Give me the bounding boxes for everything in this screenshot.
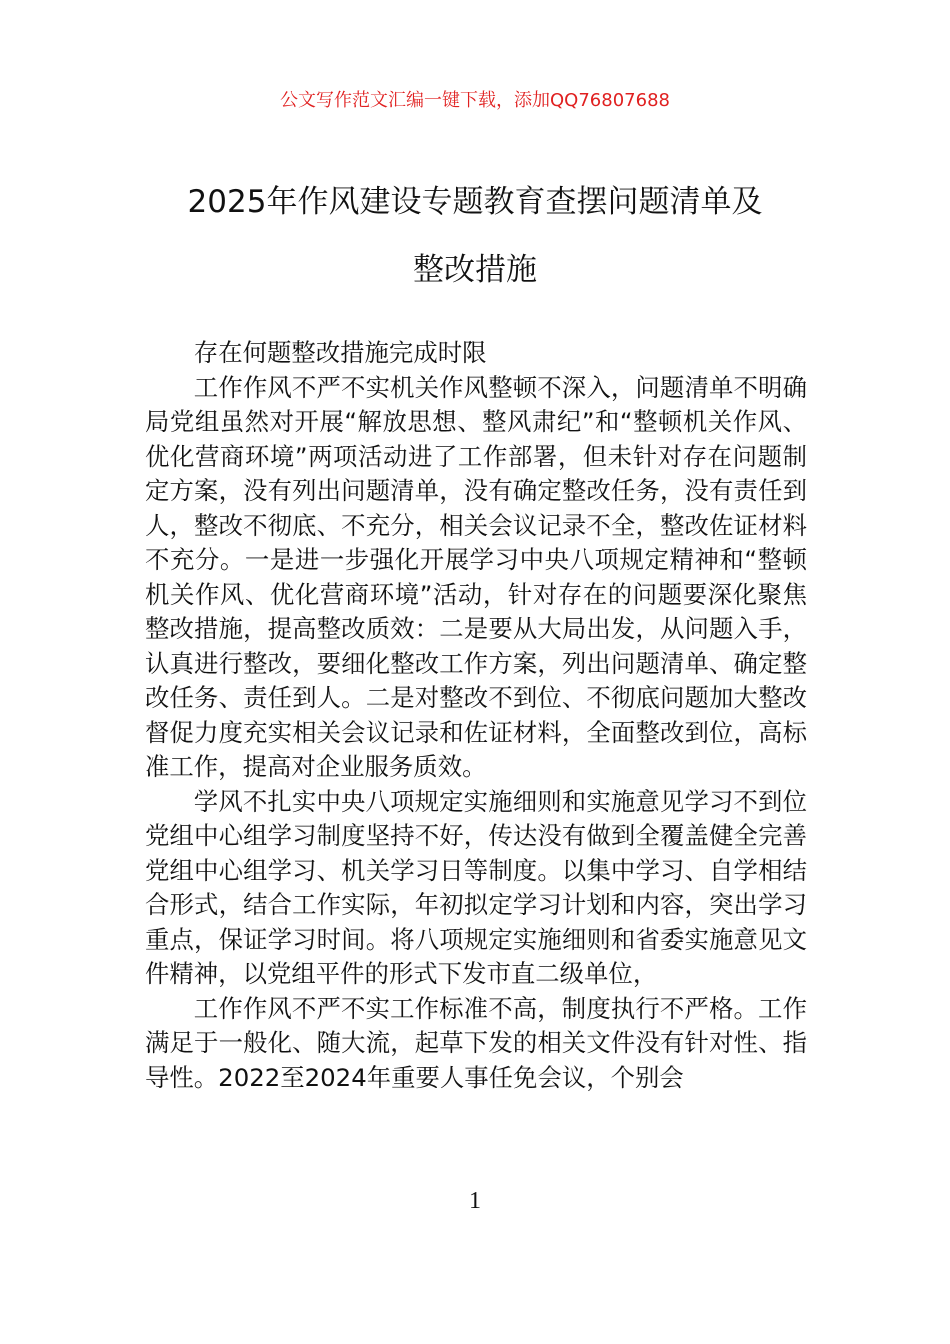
document-title	[100, 168, 850, 304]
title-line-2: 整改措施	[413, 252, 537, 288]
document-body	[145, 336, 807, 1095]
watermark-banner: 公文写作范文汇编一键下载，添加QQ76807688	[280, 90, 670, 111]
page-number: 1	[469, 1188, 481, 1214]
paragraph: 工作作风不严不实机关作风整顿不深入，问题清单不明确局党组虽然对开展“解放思想、整风肃纪”和“整顿机关作风、优化营商环境”两项活动进了工作部署，但未针对存在问题制定方案，没有列出问题清单，没有确定整改任务，没有责任到人，整改不彻底、不充分，相关会议记录不全，整改佐证材料不充分。一是进一步强化开展学习中央八项规定精神和“整顿机关作风、优化营商环境”活动，针对存在的问题要深化聚焦整改措施，提高整改质效：二是要从大局出发，从问题入手，认真进行整改，要细化整改工作方案，列出问题清单、确定整改任务、责任到人。二是对整改不到位、不彻底问题加大整改督促力度充实相关会议记录和佐证材料，全面整改到位，高标准工作，提高对企业服务质效。	[145, 372, 807, 781]
section-heading: 存在何题整改措施完成时限	[193, 338, 487, 367]
paragraph: 学风不扎实中央八项规定实施细则和实施意见学习不到位党组中心组学习制度坚持不好，传达没有做到全覆盖健全完善党组中心组学习、机关学习日等制度。以集中学习、自学相结合形式，结合工作实际，年初拟定学习计划和内容，突出学习重点，保证学习时间。将八项规定实施细则和省委实施意见文件精神，以党组平件的形式下发市直二级单位，	[145, 786, 807, 988]
paragraph: 工作作风不严不实工作标准不高，制度执行不严格。工作满足于一般化、随大流，起草下发的相关文件没有针对性、指导性。2022至2024年重要人事任免会议，个别会	[145, 993, 807, 1092]
title-line-1: 2025年作风建设专题教育查摆问题清单及	[187, 184, 763, 220]
